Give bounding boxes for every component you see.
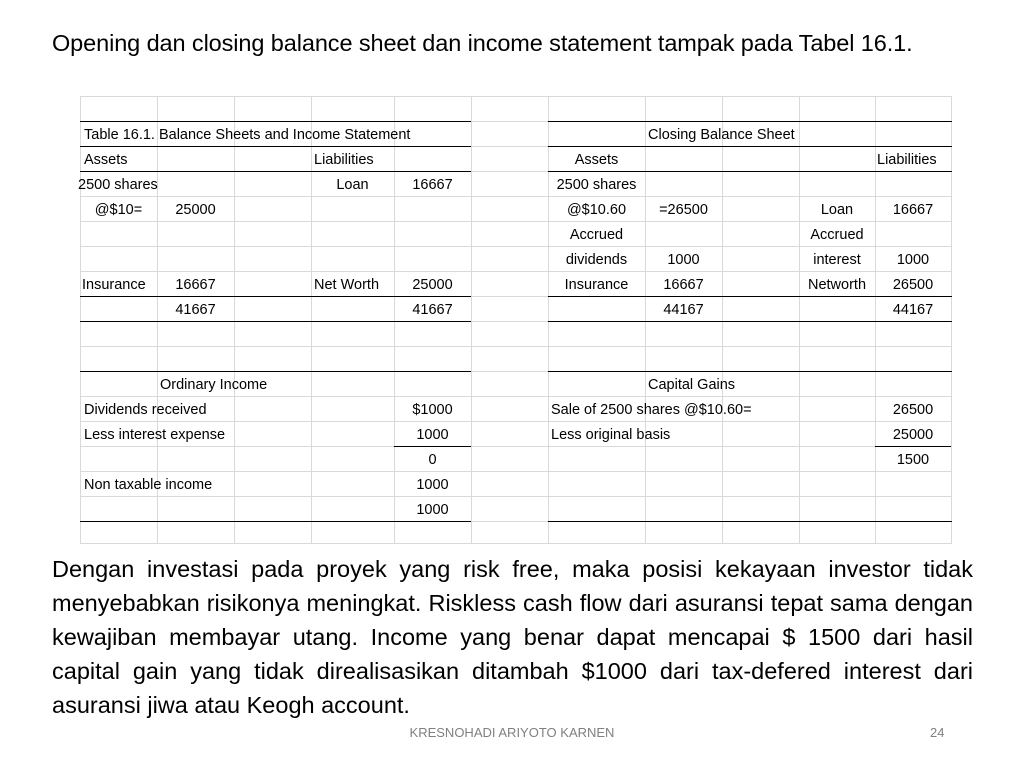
- closing-total-liabilities: 44167: [892, 302, 934, 318]
- dividends-received-label: Dividends received: [84, 402, 207, 418]
- opening-price-label: @$10=: [94, 202, 143, 218]
- opening-loan-label: Loan: [336, 177, 369, 193]
- opening-shares-value: 25000: [175, 202, 216, 218]
- closing-assets-header: Assets: [574, 152, 619, 168]
- sale-of-shares-value: 26500: [892, 402, 934, 418]
- closing-dividends-value: 1000: [667, 252, 700, 268]
- ordinary-income-header: Ordinary Income: [160, 377, 268, 393]
- closing-balance-header: Closing Balance Sheet: [648, 127, 795, 143]
- dividends-received-value: $1000: [412, 402, 453, 418]
- opening-assets-header: Assets: [84, 152, 128, 168]
- closing-networth-value: 26500: [892, 277, 934, 293]
- opening-networth-value: 25000: [412, 277, 453, 293]
- interest-expense-value: 1000: [416, 427, 449, 443]
- closing-accrued-dividends-label: Accrued: [569, 227, 624, 243]
- opening-insurance-label: Insurance: [82, 277, 146, 293]
- page-number: 24: [930, 725, 945, 740]
- opening-shares-label: 2500 shares: [78, 177, 158, 193]
- net-ordinary-income-value: 0: [428, 452, 437, 468]
- closing-insurance-value: 16667: [663, 277, 704, 293]
- opening-total-assets: 41667: [175, 302, 216, 318]
- table-caption: Table 16.1. Balance Sheets and Income Statement: [84, 127, 411, 143]
- original-basis-label: Less original basis: [551, 427, 671, 443]
- closing-loan-label: Loan: [820, 202, 854, 218]
- closing-shares-label: 2500 shares: [556, 177, 637, 193]
- opening-networth-label: Net Worth: [314, 277, 380, 293]
- opening-liabilities-header: Liabilities: [314, 152, 374, 168]
- closing-dividends-label: dividends: [565, 252, 628, 268]
- total-income-value: 1000: [416, 502, 449, 518]
- closing-shares-value: =26500: [659, 202, 708, 218]
- opening-loan-value: 16667: [412, 177, 453, 193]
- non-taxable-income-value: 1000: [416, 477, 449, 493]
- body-paragraph: Dengan investasi pada proyek yang risk free, maka posisi kekayaan investor tidak menyebabkan risikonya meningkat. Riskless cash flow dari asuransi tepat sama dengan kewajiban membayar utang. Income yang benar dapat mencapai $ 1500 dari hasil capital gain yang tidak direalisasikan ditambah $1000 dari tax-defered interest dari asuransi jiwa atau Keogh account.: [52, 556, 973, 718]
- closing-liabilities-header: Liabilities: [877, 152, 937, 168]
- opening-total-liabilities: 41667: [412, 302, 453, 318]
- closing-insurance-label: Insurance: [564, 277, 629, 293]
- closing-total-assets: 44167: [663, 302, 704, 318]
- closing-loan-value: 16667: [892, 202, 934, 218]
- closing-networth-label: Networth: [807, 277, 867, 293]
- interest-expense-label: Less interest expense: [84, 427, 226, 443]
- capital-gains-header: Capital Gains: [648, 377, 736, 393]
- sale-of-shares-label: Sale of 2500 shares @$10.60=: [551, 402, 752, 418]
- capital-gain-value: 1500: [896, 452, 930, 468]
- closing-interest-label: interest: [813, 252, 861, 268]
- closing-interest-value: 1000: [896, 252, 930, 268]
- footer-author: KRESNOHADI ARIYOTO KARNEN: [409, 725, 615, 740]
- non-taxable-income-label: Non taxable income: [84, 477, 213, 493]
- spreadsheet-table: [80, 96, 952, 544]
- slide-title: Opening dan closing balance sheet dan income statement tampak pada Tabel 16.1.: [52, 30, 913, 56]
- original-basis-value: 25000: [892, 427, 934, 443]
- closing-accrued-interest-label: Accrued: [810, 227, 864, 243]
- closing-price-label: @$10.60: [566, 202, 627, 218]
- opening-insurance-value: 16667: [175, 277, 216, 293]
